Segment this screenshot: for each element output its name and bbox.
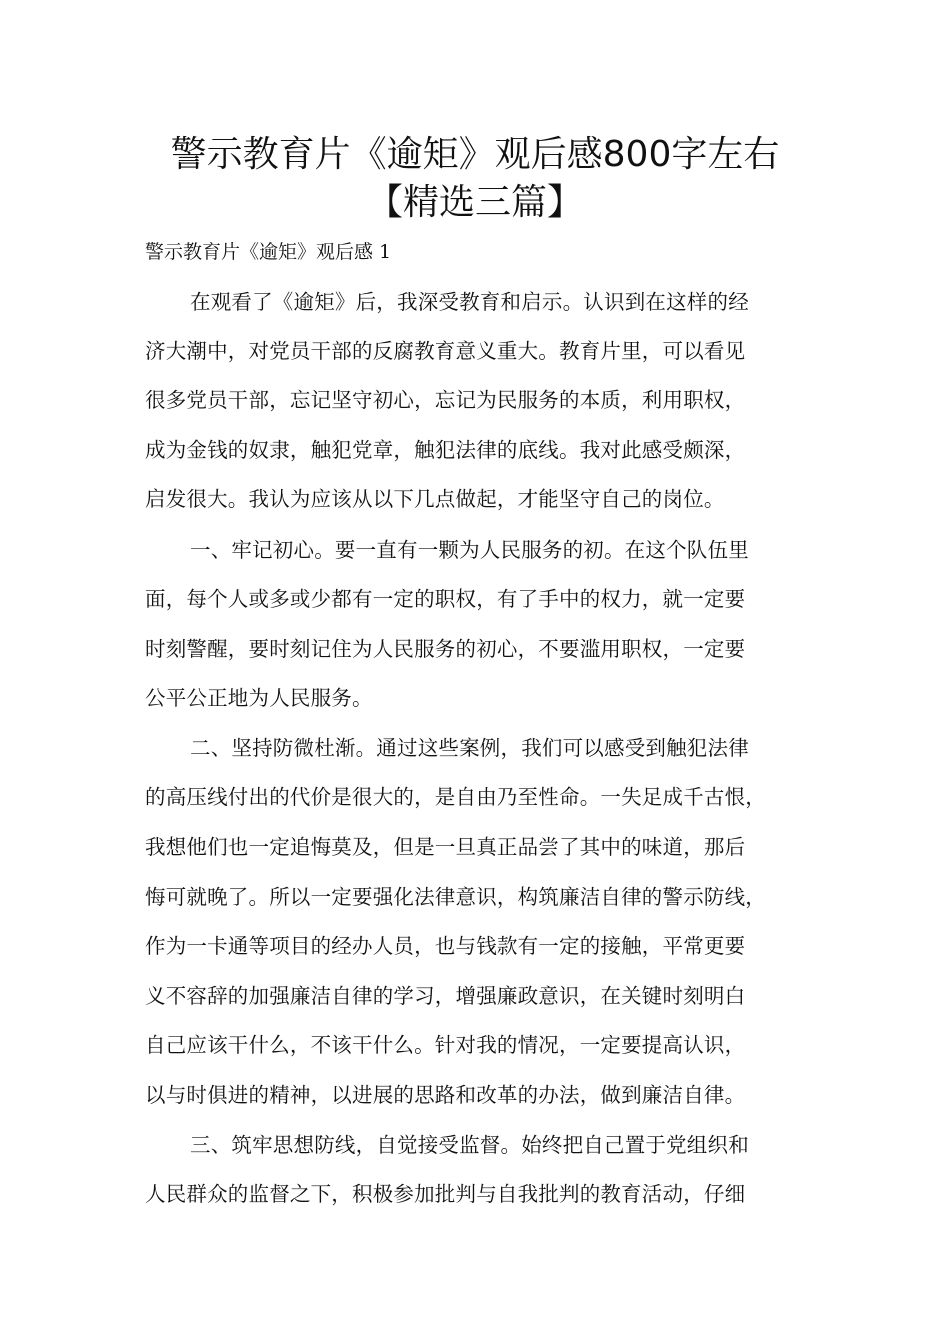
paragraph-line: 自己应该干什么，不该干什么。针对我的情况，一定要提高认识，	[145, 1033, 746, 1057]
paragraph-line: 在观看了《逾矩》后，我深受教育和启示。认识到在这样的经	[190, 290, 749, 314]
section-heading: 警示教育片《逾矩》观后感 1	[145, 241, 392, 263]
document-title-line-2: 【精选三篇】	[366, 182, 583, 223]
paragraph-line: 三、筑牢思想防线，自觉接受监督。始终把自己置于党组织和	[190, 1133, 749, 1157]
paragraph-line: 作为一卡通等项目的经办人员，也与钱款有一定的接触，平常更要	[145, 934, 746, 958]
paragraph-line: 悔可就晚了。所以一定要强化法律意识，构筑廉洁自律的警示防线，	[145, 885, 766, 909]
paragraph-line: 启发很大。我认为应该从以下几点做起，才能坚守自己的岗位。	[145, 487, 725, 511]
paragraph-line: 二、坚持防微杜渐。通过这些案例，我们可以感受到触犯法律	[190, 736, 749, 760]
paragraph-line: 一、牢记初心。要一直有一颗为人民服务的初。在这个队伍里	[190, 538, 749, 562]
paragraph-line: 成为金钱的奴隶，触犯党章，触犯法律的底线。我对此感受颇深，	[145, 438, 746, 462]
document-title-line-1: 警示教育片《逾矩》观后感800字左右	[170, 134, 780, 175]
paragraph-line: 济大潮中，对党员干部的反腐教育意义重大。教育片里，可以看见	[145, 339, 746, 363]
paragraph-line: 很多党员干部，忘记坚守初心，忘记为民服务的本质，利用职权，	[145, 388, 746, 412]
paragraph-line: 的高压线付出的代价是很大的，是自由乃至性命。一失足成千古恨，	[145, 785, 766, 809]
paragraph-line: 公平公正地为人民服务。	[145, 686, 373, 710]
paragraph-line: 人民群众的监督之下，积极参加批判与自我批判的教育活动，仔细	[145, 1182, 746, 1206]
paragraph-line: 时刻警醒，要时刻记住为人民服务的初心，不要滥用职权，一定要	[145, 637, 746, 661]
paragraph-line: 面，每个人或多或少都有一定的职权，有了手中的权力，就一定要	[145, 587, 746, 611]
paragraph-line: 我想他们也一定追悔莫及，但是一旦真正品尝了其中的味道，那后	[145, 835, 746, 859]
paragraph-line: 义不容辞的加强廉洁自律的学习，增强廉政意识，在关键时刻明白	[145, 984, 746, 1008]
paragraph-line: 以与时俱进的精神，以进展的思路和改革的办法，做到廉洁自律。	[145, 1083, 746, 1107]
